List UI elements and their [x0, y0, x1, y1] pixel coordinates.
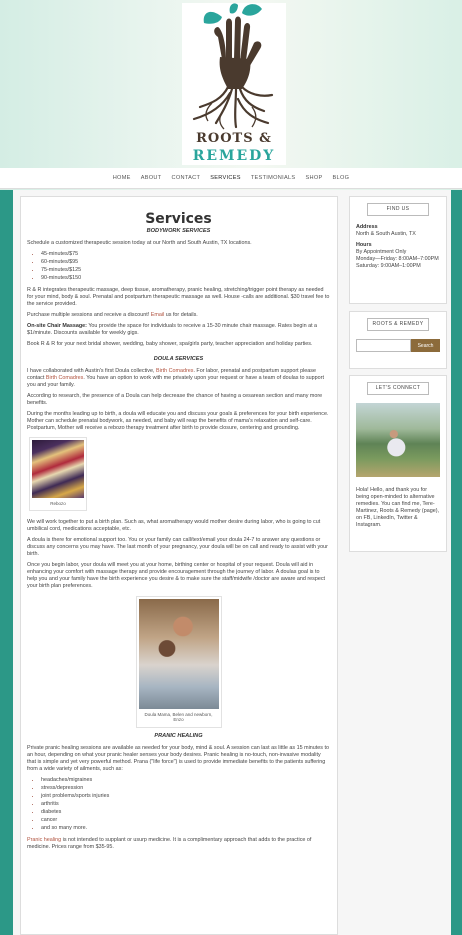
find-us-title: FIND US: [367, 203, 429, 216]
chair-massage-text: [27, 323, 330, 337]
ailment-item: • stress/depression: [41, 785, 330, 792]
doula-research-text: According to research, the presence of a Doula can help decrease the chance of having a cesarean section and many more benefits.: [27, 393, 323, 406]
nav-home[interactable]: HOME: [112, 175, 131, 181]
hours-label: Hours: [356, 242, 372, 248]
search-input[interactable]: [356, 339, 411, 352]
site-header: [0, 0, 462, 168]
pranic-heading: PRANIC HEALING: [154, 733, 203, 739]
site-logo[interactable]: [182, 3, 286, 165]
doula-caption-line1: Doula Mama, Belen and newborn,: [144, 712, 213, 717]
doula-collab-text: [27, 368, 330, 389]
discount-text: [27, 312, 330, 319]
pranic-healing-link[interactable]: Pranic healing: [27, 837, 62, 843]
nav-testimonials[interactable]: TESTIMONIALS: [250, 175, 296, 181]
rebozo-photo[interactable]: [29, 437, 87, 511]
discount-text-a: Purchase multiple sessions and receive a discount!: [27, 312, 151, 318]
doula-text-c: . You have an option to work with me privately upon your request or have a team of doulas to support you and your family.: [27, 375, 324, 388]
logo-text-remedy: REMEDY: [192, 148, 276, 164]
logo-text-roots: ROOTS &: [196, 131, 272, 146]
main-nav: [0, 168, 462, 189]
pranic-disclaimer: [27, 837, 330, 851]
birth-plan-text: We will work together to put a birth plan. Such as, what aromatherapy would mother desire during labor, who is going to cut umbilical cord, medications acceptable, etc.: [27, 519, 321, 532]
profile-photo: [356, 403, 440, 477]
hand-roots-logo-icon: [182, 3, 286, 133]
pranic-description: Private pranic healing sessions are available as needed for your body, mind & soul. A session can last as little as 15 minutes to an hour, depending on what your pranic healer senses your body desires. Pranic healing is no-touch, non-invasive modality that is simple and yet very powerful method. Prana ("life force") is used to provide immediate benefits to the patients suffering from a wide variety of ailments, such as:: [27, 745, 329, 772]
address-label: Address: [356, 224, 378, 230]
discount-text-b: us for details.: [164, 312, 198, 318]
ailment-item: • diabetes: [41, 809, 330, 816]
email-link[interactable]: Email: [150, 312, 165, 318]
bodywork-description: R & R integrates therapeutic massage, deep tissue, aromatherapy, pranic healing, stretching/trigger point therapy as needed for your mind, body & soul. Prenatal and postpartum therapeutic massage as well. House -calls are additional. $30 travel fee to the service provided.: [27, 287, 330, 307]
bodywork-intro: Schedule a customized therapeutic session today at our North and South Austin, TX locations.: [27, 240, 252, 246]
nav-contact[interactable]: CONTACT: [171, 175, 201, 181]
nav-shop[interactable]: SHOP: [305, 175, 323, 181]
find-us-widget: [349, 196, 447, 304]
labor-support-text: Once you begin labor, your doula will meet you at your home, birthing center or hospital of your request. Doula will aid in enhancing your comfort with massage therapy and provide encouragement through the journey of labor. A doulas goal is to help you and your family have the birth experience you desire & to make sure the staff/midwife /doctor are aware and respect your birth plan preferences.: [27, 562, 326, 589]
connect-widget: [349, 375, 447, 552]
price-item: • 75-minutes/$125: [41, 267, 330, 274]
doula-months-text: During the months leading up to birth, a doula will educate you and discuss your goals & preferences for your birth experience. Mother can schedule prenatal bodywork, as needed, and baby will reap the benefits of mama's relaxation and self-care. Postpartum, Mother will receive a rebozo therapy treatment after birth to provide closure, centering and grounding.: [27, 411, 329, 431]
main-content: [20, 196, 338, 935]
nav-blog[interactable]: BLOG: [332, 175, 350, 181]
booking-text: Book R & R for your next bridal shower, wedding, baby shower, spa/girls party, teacher appreciation and holiday parties.: [27, 341, 313, 347]
connect-text: Hola! Hello, and thank you for being open-minded to alternative remedies. You can find me, Tere- Martinez, Roots & Remedy (page), on FB, LinkedIn, Twitter & Instagram.: [356, 487, 439, 528]
doula-heading: DOULA SERVICES: [153, 356, 204, 362]
ailment-item: • joint problems/sports injuries: [41, 793, 330, 800]
ailment-item: • arthritis: [41, 801, 330, 808]
doula-photo[interactable]: [136, 596, 222, 728]
chair-massage-label: On-site Chair Massage:: [27, 323, 87, 329]
hours-line3: Saturday: 9:00AM–1:00PM: [356, 263, 421, 269]
nav-about[interactable]: ABOUT: [140, 175, 162, 181]
emotional-support-text: A doula is there for emotional support too. You or your family can call/text/email your doula 24-7 to answer any questions or discuss any concerns you may have. The last month of your pregnancy, your doula will be on call and ready to assist with your birth.: [27, 537, 328, 557]
hours-line1: By Appointment Only: [356, 249, 407, 255]
price-item: • 45-minutes/$75: [41, 251, 330, 258]
price-item: • 60-minutes/$95: [41, 259, 330, 266]
address-value: North & South Austin, TX: [356, 231, 416, 237]
doula-text-b: . For labor, prenatal and postpartum support please contact: [27, 368, 316, 381]
ailment-item: • headaches/migraines: [41, 777, 330, 784]
hours-line2: Monday—Friday: 8:00AM–7:00PM: [356, 256, 439, 262]
birth-comadres-link[interactable]: Birth Comadres: [155, 368, 194, 374]
ailment-item: • and so many more.: [41, 825, 330, 832]
chair-massage-body: You provide the space for individuals to receive a 15-30 minute chair massage. Rates begin at a $1/minute. Discounts available for weekly gigs.: [27, 323, 318, 336]
search-widget: [349, 311, 447, 369]
bodywork-heading: BODYWORK SERVICES: [146, 228, 211, 234]
ailment-item: • cancer: [41, 817, 330, 824]
search-widget-title: ROOTS & REMEDY: [367, 318, 429, 331]
doula-caption-line2: Enzo: [173, 717, 184, 722]
pranic-disclaimer-text: is not intended to supplant or usurp medicine. It is a complimentary approach that adds to the practice of medicine. Prices range from $35-95.: [27, 837, 312, 850]
birth-comadres-contact-link[interactable]: Birth Comadres: [45, 375, 84, 381]
doula-image: [139, 599, 219, 709]
doula-text-a: I have collaborated with Austin's first Doula collective,: [27, 368, 156, 374]
price-list: [41, 251, 330, 282]
ailment-list: [41, 777, 330, 832]
rebozo-caption: Rebozo: [50, 501, 66, 506]
search-button[interactable]: Search: [411, 339, 440, 352]
rebozo-image: [32, 440, 84, 498]
search-form: [356, 339, 440, 352]
nav-services[interactable]: SERVICES: [210, 175, 241, 181]
price-item: • 90-minutes/$150: [41, 275, 330, 282]
page-title: Services: [145, 211, 212, 227]
connect-title: LET'S CONNECT: [367, 382, 429, 395]
